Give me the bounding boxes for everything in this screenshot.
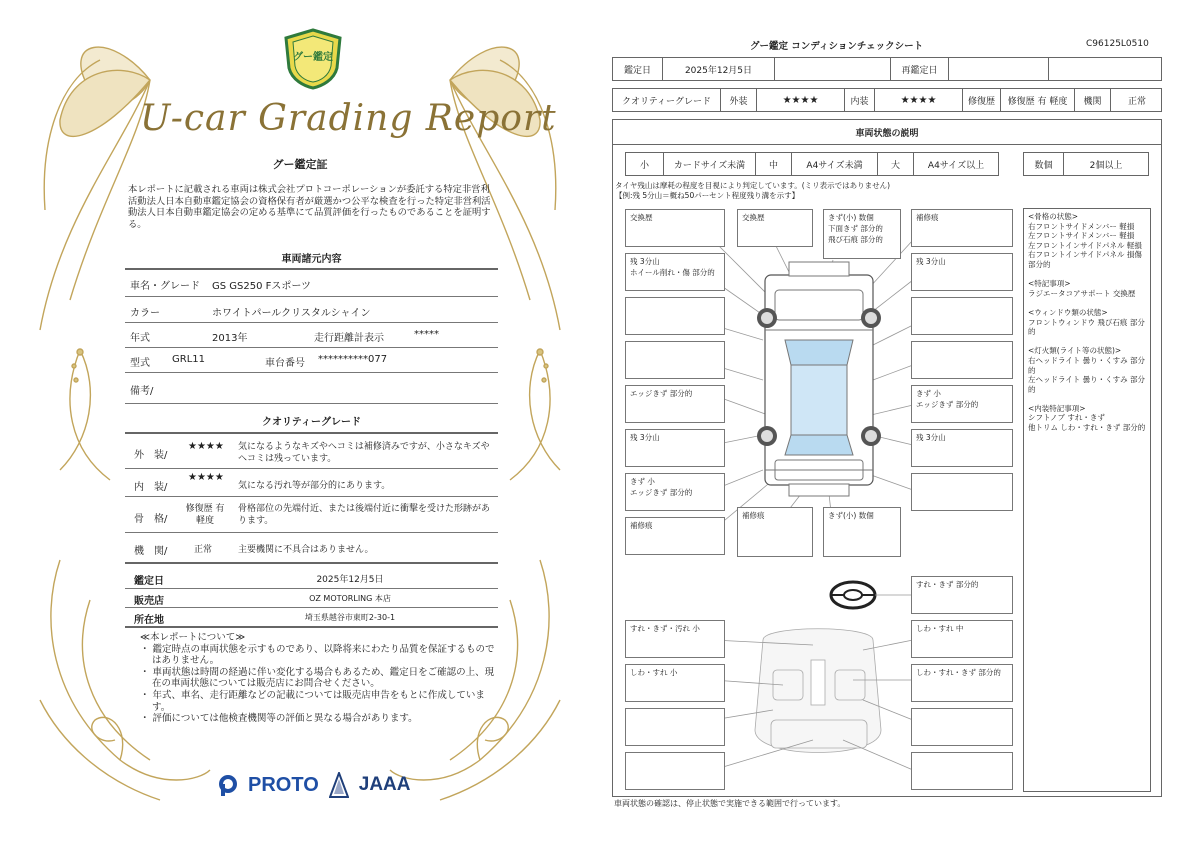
damage-box: きず 小 エッジきず 部分的 [625, 473, 725, 511]
note-line: 右フロントインサイドパネル 損傷部分的 [1028, 250, 1142, 269]
count-legend [1023, 152, 1149, 176]
sheet-footer: 車両状態の確認は、停止状態で実施できる範囲で行っています。 [614, 799, 846, 808]
badge-text: グー鑑定 [293, 52, 333, 63]
dealer-value: OZ MOTORLING 本店 [309, 594, 391, 603]
chassis-label: 車台番号 [265, 358, 305, 369]
note-line [1028, 270, 1146, 280]
damage-box: きず 小 エッジきず 部分的 [911, 385, 1013, 423]
note-line: シフトノブ すれ・きず [1028, 413, 1105, 423]
quality-row [612, 88, 1162, 112]
sheet-code: C96125L0510 [1086, 39, 1149, 49]
proto-logo-icon [218, 774, 238, 796]
damage-box [911, 473, 1013, 511]
note-line: 右ヘッドライト 曇り・くすみ 部分的 [1028, 355, 1146, 375]
tire-note-1: タイヤ残山は摩耗の程度を目視により判定しています。(ミリ表示ではありません) [615, 181, 891, 190]
note-line: 他トリム しわ・すれ・きず 部分的 [1028, 423, 1146, 433]
tire-note-2: 【例:残 5分山＝概ね50パーセント程度残り溝を示す】 [615, 191, 800, 200]
note-line [1028, 337, 1146, 347]
exterior-label: 外装 [721, 89, 757, 111]
interior-stars: ★★★★ [875, 89, 963, 111]
interior-box [911, 708, 1013, 746]
exterior-label: 外 装/ [134, 450, 168, 461]
size-mid-desc: A4サイズ未満 [792, 153, 878, 175]
note-line: フロントウィンドウ 飛び石痕 部分的 [1028, 317, 1145, 337]
steering-wheel-icon [831, 582, 875, 608]
note-item: ・ 評価については他検査機関等の評価と異なる場合があります。 [140, 713, 418, 725]
date-label: 鑑定日 [134, 576, 164, 587]
interior-stars: ★★★★ [188, 472, 224, 483]
note-line: 左フロントサイドメンバー 軽損 [1028, 231, 1135, 241]
damage-box [625, 297, 725, 335]
name-grade-value: GS GS250 Fスポーツ [212, 281, 311, 292]
interior-box [625, 708, 725, 746]
name-grade-label: 車名・グレード [130, 281, 200, 292]
engine-description: 主要機関に不具合はありません。 [238, 545, 374, 555]
date-label: 鑑定日 [613, 58, 663, 80]
damage-box: 残 3分山 [911, 429, 1013, 467]
condition-title: 車両状態の説明 [855, 129, 919, 139]
size-large-desc: A4サイズ以上 [927, 160, 985, 171]
report-notes [140, 632, 495, 725]
notes-title: ≪本レポートについて≫ [140, 632, 246, 643]
damage-box: 交換歴 [737, 209, 813, 247]
interior-box: しわ・すれ 中 [911, 620, 1013, 658]
damage-box: 残 3分山 ホイール削れ・傷 部分的 [625, 253, 725, 291]
color-label: カラー [130, 308, 160, 319]
date-row [612, 57, 1162, 81]
count-label: 数個 [1024, 153, 1064, 175]
damage-box: 補修痕 [737, 507, 813, 557]
logo-row [218, 768, 411, 802]
jaaa-logo: JAAA [358, 774, 411, 795]
sheet-title: グー鑑定 コンディションチェックシート [750, 41, 924, 52]
exterior-stars: ★★★★ [757, 89, 845, 111]
damage-box: 補修痕 [625, 517, 725, 555]
frame-label: 骨 格/ [134, 514, 168, 525]
size-small: 小 [626, 153, 664, 175]
damage-box: きず(小) 数個 下面きず 部分的 飛び石痕 部分的 [823, 209, 901, 259]
note-line: <内装特記事項> [1028, 403, 1086, 413]
certificate-heading: グー鑑定証 [272, 158, 328, 171]
damage-box: きず(小) 数個 [823, 507, 901, 557]
damage-box [625, 341, 725, 379]
interior-box: すれ・きず 部分的 [911, 576, 1013, 614]
note-line: <骨格の状態> [1028, 212, 1079, 221]
date-value: 2025年12月5日 [316, 575, 384, 585]
model-value: GRL11 [172, 354, 205, 365]
note-item: ・ 鑑定時点の車両状態を示すものであり、以降将来にわたり品質を保証するものではありません。 [140, 643, 495, 667]
note-item: ・ 車両状態は時間の経過に伴い変化する場合もあるため、鑑定日をご確認の上、現在の車両状態については販売店にお問合せください。 [140, 666, 495, 690]
exterior-description: 気になるようなキズやヘコミは補修済みですが、小さなキズやヘコミは残っています。 [238, 442, 490, 464]
engine-value: 正常 [1127, 96, 1146, 107]
repair-value: 修復歴 有 軽度 [1001, 89, 1075, 111]
color-value: ホワイトパールクリスタルシャイン [212, 308, 371, 319]
size-mid: 中 [756, 153, 792, 175]
size-large: 大 [878, 153, 914, 175]
year-label: 年式 [130, 333, 150, 344]
report-script-title: U-car Grading Report [140, 98, 557, 139]
quality-section-title: クオリティーグレード [262, 417, 361, 428]
year-value: 2013年 [212, 333, 248, 344]
damage-box: 交換歴 [625, 209, 725, 247]
size-legend [625, 152, 999, 176]
chassis-value: **********077 [318, 354, 388, 365]
damage-box: 補修痕 [911, 209, 1013, 247]
repair-label: 修復歴 [963, 89, 1001, 111]
damage-box [911, 341, 1013, 379]
engine-label: 機関 [1075, 89, 1111, 111]
interior-box: しわ・すれ 小 [625, 664, 725, 702]
condition-notes-panel [1023, 208, 1151, 792]
count-desc: 2個以上 [1089, 160, 1123, 171]
note-item: ・ 年式、車名、走行距離などの記載については販売店申告をもとに作成しています。 [140, 689, 485, 713]
note-line: <特記事項> [1028, 279, 1071, 289]
damage-box: 残 3分山 [625, 429, 725, 467]
note-line: 右フロントサイドメンバー 軽損 [1028, 221, 1135, 231]
frame-value: 修復歴 有 軽度 [185, 504, 225, 526]
interior-description: 気になる汚れ等が部分的にあります。 [238, 481, 391, 491]
note-line: <灯火類(ライト等の状態)> [1028, 346, 1122, 356]
mileage-value: ***** [414, 329, 439, 340]
goo-kantei-badge [282, 28, 344, 90]
note-line: 左フロントインサイドパネル 軽損 [1028, 240, 1142, 250]
interior-box: すれ・きず・汚れ 小 [625, 620, 725, 658]
damage-box: 残 3分山 [911, 253, 1013, 291]
redate-label: 再鑑定日 [891, 58, 949, 80]
note-line: <ウィンドウ類の状態> [1028, 307, 1108, 317]
remarks-label: 備考/ [130, 386, 154, 397]
note-line: ラジエータコアサポート 交換歴 [1028, 288, 1136, 298]
damage-box: エッジきず 部分的 [625, 385, 725, 423]
size-small-desc: カードサイズ未満 [664, 153, 756, 175]
note-line: 左ヘッドライト 曇り・くすみ 部分的 [1028, 375, 1146, 394]
engine-value: 正常 [194, 545, 213, 555]
interior-box [911, 752, 1013, 790]
damage-box [911, 297, 1013, 335]
dealer-label: 販売店 [134, 596, 164, 607]
address-value: 埼玉県越谷市東町2-30-1 [304, 613, 396, 622]
mileage-label: 走行距離計表示 [314, 333, 384, 344]
note-line [1028, 394, 1146, 404]
interior-box: しわ・すれ・きず 部分的 [911, 664, 1013, 702]
interior-label: 内 装/ [134, 482, 168, 493]
spec-section-title: 車両諸元内容 [281, 254, 342, 265]
quality-label: クオリティーグレード [613, 89, 721, 111]
proto-logo: PROTO [248, 773, 319, 796]
certificate-intro: 本レポートに記載される車両は株式会社プロトコーポレーションが委託する特定非営利活動法人日本自動車鑑定協会の資格保有者が厳選かつ公平な検査を行った特定非営利活動法人日本自動車鑑定協会の定める基準にて品質評価を行ったものであることを証明する。 [128, 184, 491, 230]
interior-box [625, 752, 725, 790]
address-label: 所在地 [134, 615, 164, 626]
interior-label: 内装 [845, 89, 875, 111]
condition-panel [612, 119, 1162, 797]
exterior-stars: ★★★★ [188, 441, 224, 452]
frame-description: 骨格部位の先端付近、または後端付近に衝撃を受けた形跡があります。 [238, 504, 491, 526]
date-value: 2025年12月5日 [663, 58, 775, 80]
engine-label: 機 関/ [134, 546, 168, 557]
model-label: 型式 [130, 358, 150, 369]
condition-check-sheet [600, 0, 1200, 848]
note-line [1028, 298, 1146, 308]
jaaa-logo-icon [329, 772, 349, 798]
